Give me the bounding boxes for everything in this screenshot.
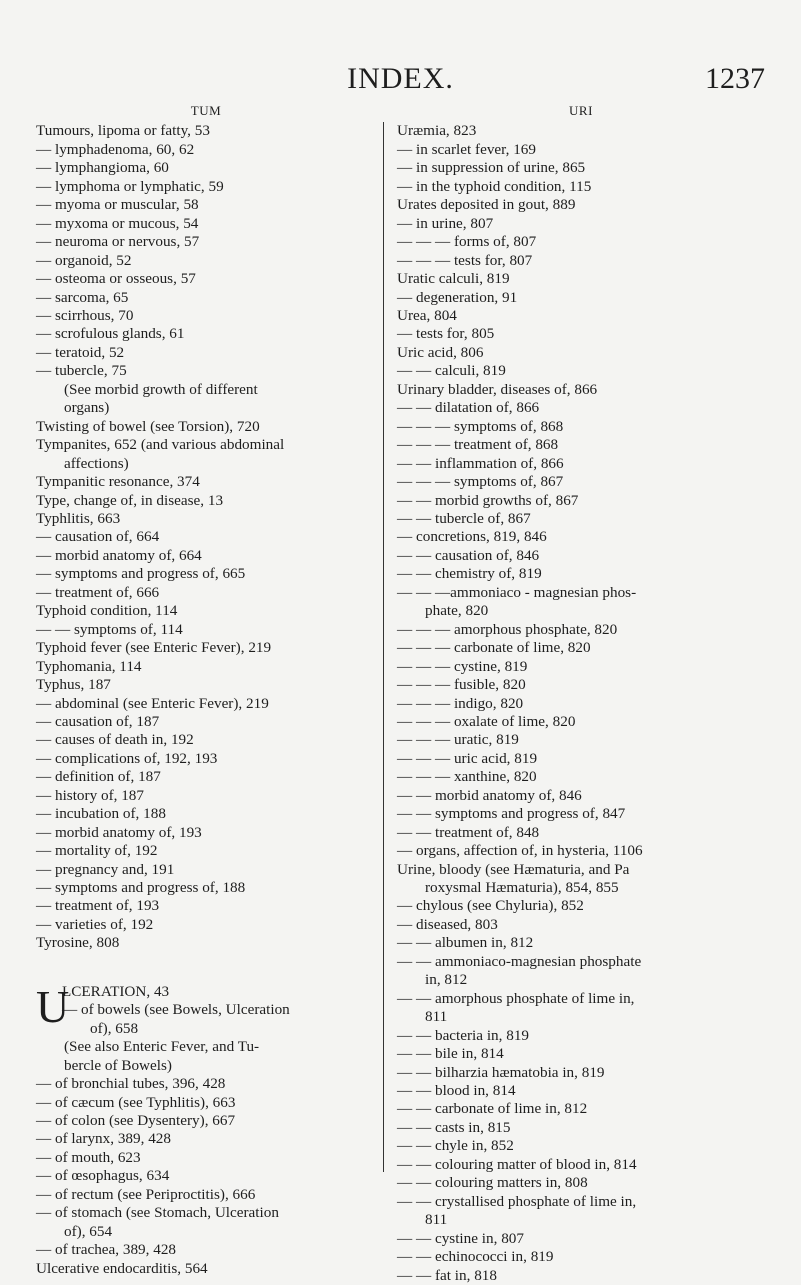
index-entry: — — inflammation of, 866 bbox=[397, 454, 564, 472]
index-entry: Twisting of bowel (see Torsion), 720 bbox=[36, 417, 260, 435]
page-title: INDEX. bbox=[347, 62, 454, 95]
index-entry: — osteoma or osseous, 57 bbox=[36, 270, 196, 288]
index-entry: — — — symptoms of, 868 bbox=[397, 417, 564, 435]
index-entry: — — — carbonate of lime, 820 bbox=[397, 639, 591, 657]
drop-cap-letter: U bbox=[36, 980, 70, 1032]
index-entry: — — bilharzia hæmatobia in, 819 bbox=[397, 1063, 605, 1081]
index-entry: — — bile in, 814 bbox=[397, 1045, 504, 1063]
index-entry: — — morbid growths of, 867 bbox=[397, 491, 579, 509]
index-entry: — — — cystine, 819 bbox=[397, 657, 528, 675]
index-entry: — diseased, 803 bbox=[397, 915, 498, 933]
right-column bbox=[397, 102, 765, 1285]
index-entry: — — fat in, 818 bbox=[397, 1266, 497, 1284]
left-entries-continued bbox=[36, 1038, 376, 1278]
index-entry: — organoid, 52 bbox=[36, 251, 132, 269]
index-entry: — — echinococci in, 819 bbox=[397, 1248, 554, 1266]
index-entry: Tumours, lipoma or fatty, 53 bbox=[36, 122, 210, 140]
index-entry: Urine, bloody (see Hæmaturia, and Pa bbox=[397, 860, 630, 878]
index-entry: — — albumen in, 812 bbox=[397, 934, 534, 952]
index-entry: — of larynx, 389, 428 bbox=[36, 1130, 171, 1148]
index-entry: roxysmal Hæmaturia), 854, 855 bbox=[425, 879, 619, 897]
index-entry: — of colon (see Dysentery), 667 bbox=[36, 1112, 236, 1130]
right-column-head: URI bbox=[569, 103, 593, 118]
index-entry: of), 658 bbox=[90, 1019, 139, 1037]
index-entry: — organs, affection of, in hysteria, 1106 bbox=[397, 842, 643, 860]
page-header bbox=[0, 62, 801, 96]
index-entry: — — bacteria in, 819 bbox=[397, 1026, 530, 1044]
index-entry: — — treatment of, 848 bbox=[397, 823, 540, 841]
index-entry: — in urine, 807 bbox=[397, 214, 494, 232]
index-entry: — — symptoms and progress of, 847 bbox=[397, 805, 626, 823]
index-entry: Type, change of, in disease, 13 bbox=[36, 491, 224, 509]
index-entry: bercle of Bowels) bbox=[64, 1056, 172, 1074]
index-entry: — tubercle, 75 bbox=[36, 362, 127, 380]
index-entry: — — — forms of, 807 bbox=[397, 233, 537, 251]
index-entry: — scrofulous glands, 61 bbox=[36, 325, 185, 343]
index-entry: — myxoma or mucous, 54 bbox=[36, 214, 199, 232]
index-entry: Urinary bladder, diseases of, 866 bbox=[397, 380, 598, 398]
index-entry: — concretions, 819, 846 bbox=[397, 528, 547, 546]
index-entry: — — chemistry of, 819 bbox=[397, 565, 542, 583]
page-number: 1237 bbox=[705, 62, 765, 95]
index-entry: — causes of death in, 192 bbox=[36, 731, 194, 749]
index-entry: Typhoid condition, 114 bbox=[36, 602, 178, 620]
index-entry: — — — uratic, 819 bbox=[397, 731, 519, 749]
index-entry: Typhoid fever (see Enteric Fever), 219 bbox=[36, 639, 272, 657]
index-entry: Typhus, 187 bbox=[36, 676, 111, 694]
index-entry: organs) bbox=[64, 399, 110, 417]
index-entry: — tests for, 805 bbox=[397, 325, 495, 343]
index-entry: — causation of, 187 bbox=[36, 712, 160, 730]
right-entries bbox=[397, 122, 765, 1285]
index-entry: Typhomania, 114 bbox=[36, 657, 142, 675]
u-section bbox=[36, 980, 376, 1038]
index-entry: Typhlitis, 663 bbox=[36, 509, 121, 527]
index-entry: — myoma or muscular, 58 bbox=[36, 196, 199, 214]
index-entry: — of rectum (see Periproctitis), 666 bbox=[36, 1185, 256, 1203]
index-entry: — — morbid anatomy of, 846 bbox=[397, 786, 582, 804]
index-entry: — — symptoms of, 114 bbox=[36, 620, 183, 638]
index-entry: in, 812 bbox=[425, 971, 468, 989]
index-entry: — degeneration, 91 bbox=[397, 288, 518, 306]
index-entry: — — — fusible, 820 bbox=[397, 676, 526, 694]
index-entry: Tympanites, 652 (and various abdominal bbox=[36, 436, 285, 454]
index-entry: Tyrosine, 808 bbox=[36, 934, 120, 952]
index-entry: — — crystallised phosphate of lime in, bbox=[397, 1192, 637, 1210]
left-column-head: TUM bbox=[190, 103, 222, 118]
index-entry: — lymphoma or lymphatic, 59 bbox=[36, 177, 224, 195]
index-entry: — varieties of, 192 bbox=[36, 915, 154, 933]
index-entry: — in suppression of urine, 865 bbox=[397, 159, 586, 177]
index-entry: — — — treatment of, 868 bbox=[397, 436, 559, 454]
index-entry: — of stomach (see Stomach, Ulceration bbox=[36, 1204, 279, 1222]
index-entry: — — casts in, 815 bbox=[397, 1118, 511, 1136]
index-entry: 811 bbox=[425, 1211, 448, 1229]
index-entry: — of bowels (see Bowels, Ulceration bbox=[62, 1001, 290, 1019]
index-entry: — — dilatation of, 866 bbox=[397, 399, 540, 417]
index-entry: of), 654 bbox=[64, 1222, 113, 1240]
index-entry: — of mouth, 623 bbox=[36, 1148, 141, 1166]
index-entry: Ulcerative endocarditis, 564 bbox=[36, 1259, 208, 1277]
index-entry: — — chyle in, 852 bbox=[397, 1137, 514, 1155]
index-entry: Tympanitic resonance, 374 bbox=[36, 473, 200, 491]
index-entry: — chylous (see Chyluria), 852 bbox=[397, 897, 584, 915]
index-entry: — — —ammoniaco - magnesian phos- bbox=[397, 583, 637, 601]
index-entry: — causation of, 664 bbox=[36, 528, 160, 546]
index-entry: — symptoms and progress of, 188 bbox=[36, 879, 246, 897]
index-entry: (See morbid growth of different bbox=[64, 380, 258, 398]
index-entry: Urea, 804 bbox=[397, 306, 457, 324]
index-entry: — — blood in, 814 bbox=[397, 1082, 516, 1100]
index-entry: — lymphangioma, 60 bbox=[36, 159, 169, 177]
index-entry: — morbid anatomy of, 193 bbox=[36, 823, 202, 841]
index-entry: — of trachea, 389, 428 bbox=[36, 1241, 177, 1259]
index-entry: — teratoid, 52 bbox=[36, 343, 125, 361]
index-entry: — — causation of, 846 bbox=[397, 546, 540, 564]
index-entry: — — carbonate of lime in, 812 bbox=[397, 1100, 588, 1118]
index-entry: — of cæcum (see Typhlitis), 663 bbox=[36, 1093, 236, 1111]
index-entry: — — calculi, 819 bbox=[397, 362, 506, 380]
index-entry: — in the typhoid condition, 115 bbox=[397, 177, 592, 195]
index-entry: — definition of, 187 bbox=[36, 768, 161, 786]
index-entry: (See also Enteric Fever, and Tu- bbox=[64, 1038, 260, 1056]
index-entry: phate, 820 bbox=[425, 602, 489, 620]
left-entries bbox=[36, 122, 376, 952]
left-column bbox=[36, 102, 376, 1278]
index-entry: — — ammoniaco-magnesian phosphate bbox=[397, 952, 642, 970]
index-entry: Uric acid, 806 bbox=[397, 343, 484, 361]
index-entry: — — — indigo, 820 bbox=[397, 694, 524, 712]
index-entry: — treatment of, 193 bbox=[36, 897, 160, 915]
index-entry: — — colouring matter of blood in, 814 bbox=[397, 1155, 637, 1173]
index-entry: — lymphadenoma, 60, 62 bbox=[36, 140, 195, 158]
index-entry: — abdominal (see Enteric Fever), 219 bbox=[36, 694, 269, 712]
index-entry: — — — oxalate of lime, 820 bbox=[397, 712, 576, 730]
index-entry: Uræmia, 823 bbox=[397, 122, 477, 140]
index-entry: — in scarlet fever, 169 bbox=[397, 140, 536, 158]
index-entry: — neuroma or nervous, 57 bbox=[36, 233, 200, 251]
index-entry: — complications of, 192, 193 bbox=[36, 749, 218, 767]
index-entry: — — — uric acid, 819 bbox=[397, 749, 538, 767]
index-entry: — — — tests for, 807 bbox=[397, 251, 533, 269]
index-entry: Uratic calculi, 819 bbox=[397, 270, 510, 288]
index-entry: LCERATION, 43 bbox=[62, 982, 170, 1000]
index-entry: — treatment of, 666 bbox=[36, 583, 160, 601]
index-entry: — scirrhous, 70 bbox=[36, 306, 134, 324]
index-entry: — — tubercle of, 867 bbox=[397, 509, 531, 527]
index-entry: — of bronchial tubes, 396, 428 bbox=[36, 1075, 226, 1093]
index-entry: — incubation of, 188 bbox=[36, 805, 166, 823]
index-entry: — — colouring matters in, 808 bbox=[397, 1174, 588, 1192]
index-entry: affections) bbox=[64, 454, 129, 472]
index-entry: — — cystine in, 807 bbox=[397, 1229, 524, 1247]
index-entry: — pregnancy and, 191 bbox=[36, 860, 175, 878]
index-entry: 811 bbox=[425, 1008, 448, 1026]
index-entry: Urates deposited in gout, 889 bbox=[397, 196, 576, 214]
index-entry: — morbid anatomy of, 664 bbox=[36, 546, 202, 564]
index-entry: — history of, 187 bbox=[36, 786, 144, 804]
index-entry: — — amorphous phosphate of lime in, bbox=[397, 989, 635, 1007]
index-entry: — — — xanthine, 820 bbox=[397, 768, 537, 786]
index-entry: — — — symptoms of, 867 bbox=[397, 473, 564, 491]
index-entry: — sarcoma, 65 bbox=[36, 288, 129, 306]
column-divider bbox=[383, 122, 384, 1172]
index-entry: — — — amorphous phosphate, 820 bbox=[397, 620, 618, 638]
index-entry: — symptoms and progress of, 665 bbox=[36, 565, 246, 583]
index-entry: — of œsophagus, 634 bbox=[36, 1167, 170, 1185]
index-entry: — mortality of, 192 bbox=[36, 842, 158, 860]
